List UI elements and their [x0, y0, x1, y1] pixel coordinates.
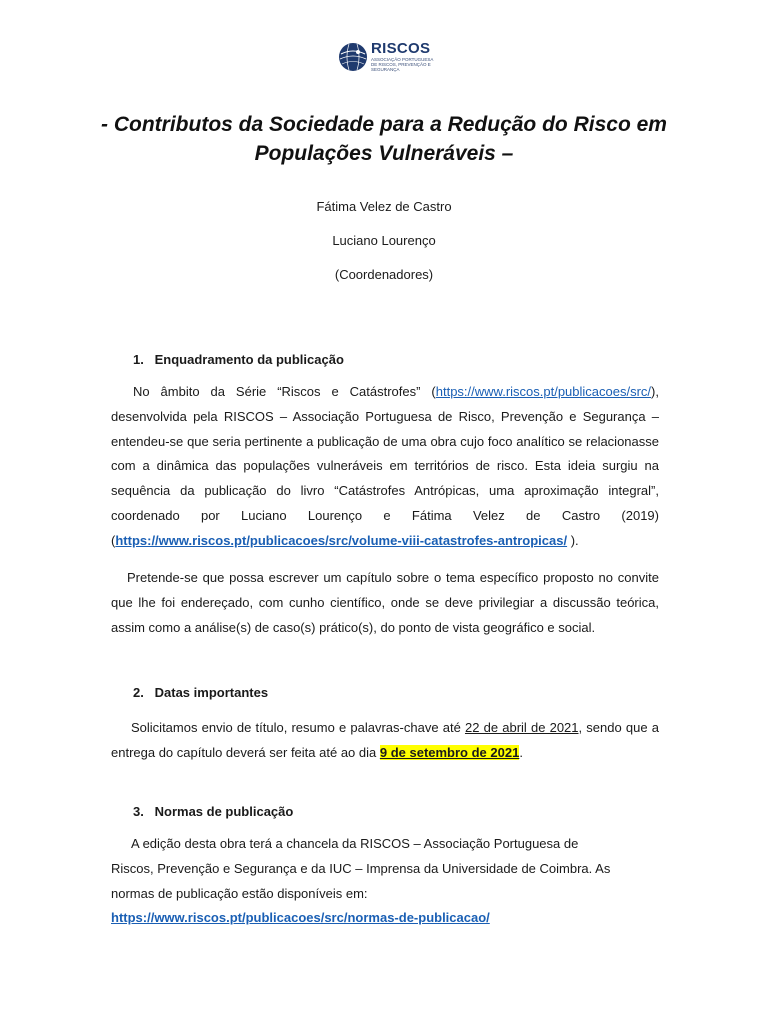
para-text: No âmbito da Série “Riscos e Catástrofes” ( [133, 384, 436, 399]
section-1-paragraph-2: Pretende-se que possa escrever um capítulo sobre o tema específico proposto no convite que lhe foi endereçado, com cunho científico, onde se deve privilegiar a discussão teórica, assim como a análise(s) de caso(s) prático(s), do ponto de vista geográfico e social. [111, 570, 659, 635]
series-link[interactable]: https://www.riscos.pt/publicacoes/src/ [435, 384, 652, 399]
para-text: A edição desta obra terá a chancela da RISCOS – Associação Portuguesa de Riscos, Prevenção e Segurança e da IUC – Imprensa da Universidade de Coimbra. As normas de publicação estão disponíveis em: [111, 836, 611, 901]
section-3-title: Normas de publicação [154, 804, 294, 819]
section-2-title: Datas importantes [154, 685, 269, 700]
para-text: ), desenvolvida pela RISCOS – Associação Portuguesa de Risco, Prevenção e Segurança – entendeu-se que seria pertinente a publicação de uma obra cujo foco analítico se relacionasse com a dinâmica das populações vulneráveis em territórios de risco. Esta ideia surgiu na sequência da publicação do livro “Catástrofes Antrópicas, uma aproximação integral”, coordenado por Luciano Lourenço e Fátima Velez de Castro (2019) ( [111, 384, 659, 548]
author-2: Luciano Lourenço [332, 233, 436, 248]
logo-wordmark: RISCOS [371, 40, 431, 57]
section-2-paragraph [111, 716, 659, 766]
section-2-number: 2. [133, 685, 144, 700]
para-text: , sendo que a entrega do capítulo deverá ser feita até ao dia [111, 720, 659, 760]
abstract-deadline: 22 de abril de 2021 [464, 720, 579, 735]
title-line-1: - Contributos da Sociedade para a Redução do Risco em [101, 113, 667, 136]
section-3-paragraph [111, 832, 611, 931]
chapter-deadline: 9 de setembro de 2021 [379, 744, 520, 760]
para-text: Solicitamos envio de título, resumo e palavras-chave até [131, 720, 465, 735]
section-2-heading [133, 685, 268, 700]
para-text: . [519, 744, 523, 760]
section-1-title: Enquadramento da publicação [154, 352, 344, 367]
section-3-heading [133, 804, 293, 819]
section-1-heading [133, 352, 344, 367]
authors-role: (Coordenadores) [334, 267, 434, 282]
riscos-logo [338, 40, 438, 74]
logo-tagline: ASSOCIAÇÃO PORTUGUESA DE RISCOS, PREVENÇÃO E SEGURANÇA [371, 57, 434, 72]
title-line-2: Populações Vulneráveis – [254, 142, 514, 165]
para-text: ). [567, 532, 579, 548]
norms-link[interactable]: https://www.riscos.pt/publicacoes/src/normas-de-publicacao/ [111, 910, 490, 926]
document-title [60, 110, 708, 168]
section-3-number: 3. [133, 804, 144, 819]
volume-link[interactable]: https://www.riscos.pt/publicacoes/src/volume-viii-catastrofes-antropicas/ [115, 532, 568, 548]
section-1-number: 1. [133, 352, 144, 367]
author-1: Fátima Velez de Castro [316, 199, 452, 214]
section-1-paragraph-1 [111, 380, 659, 554]
globe-icon [338, 42, 368, 72]
